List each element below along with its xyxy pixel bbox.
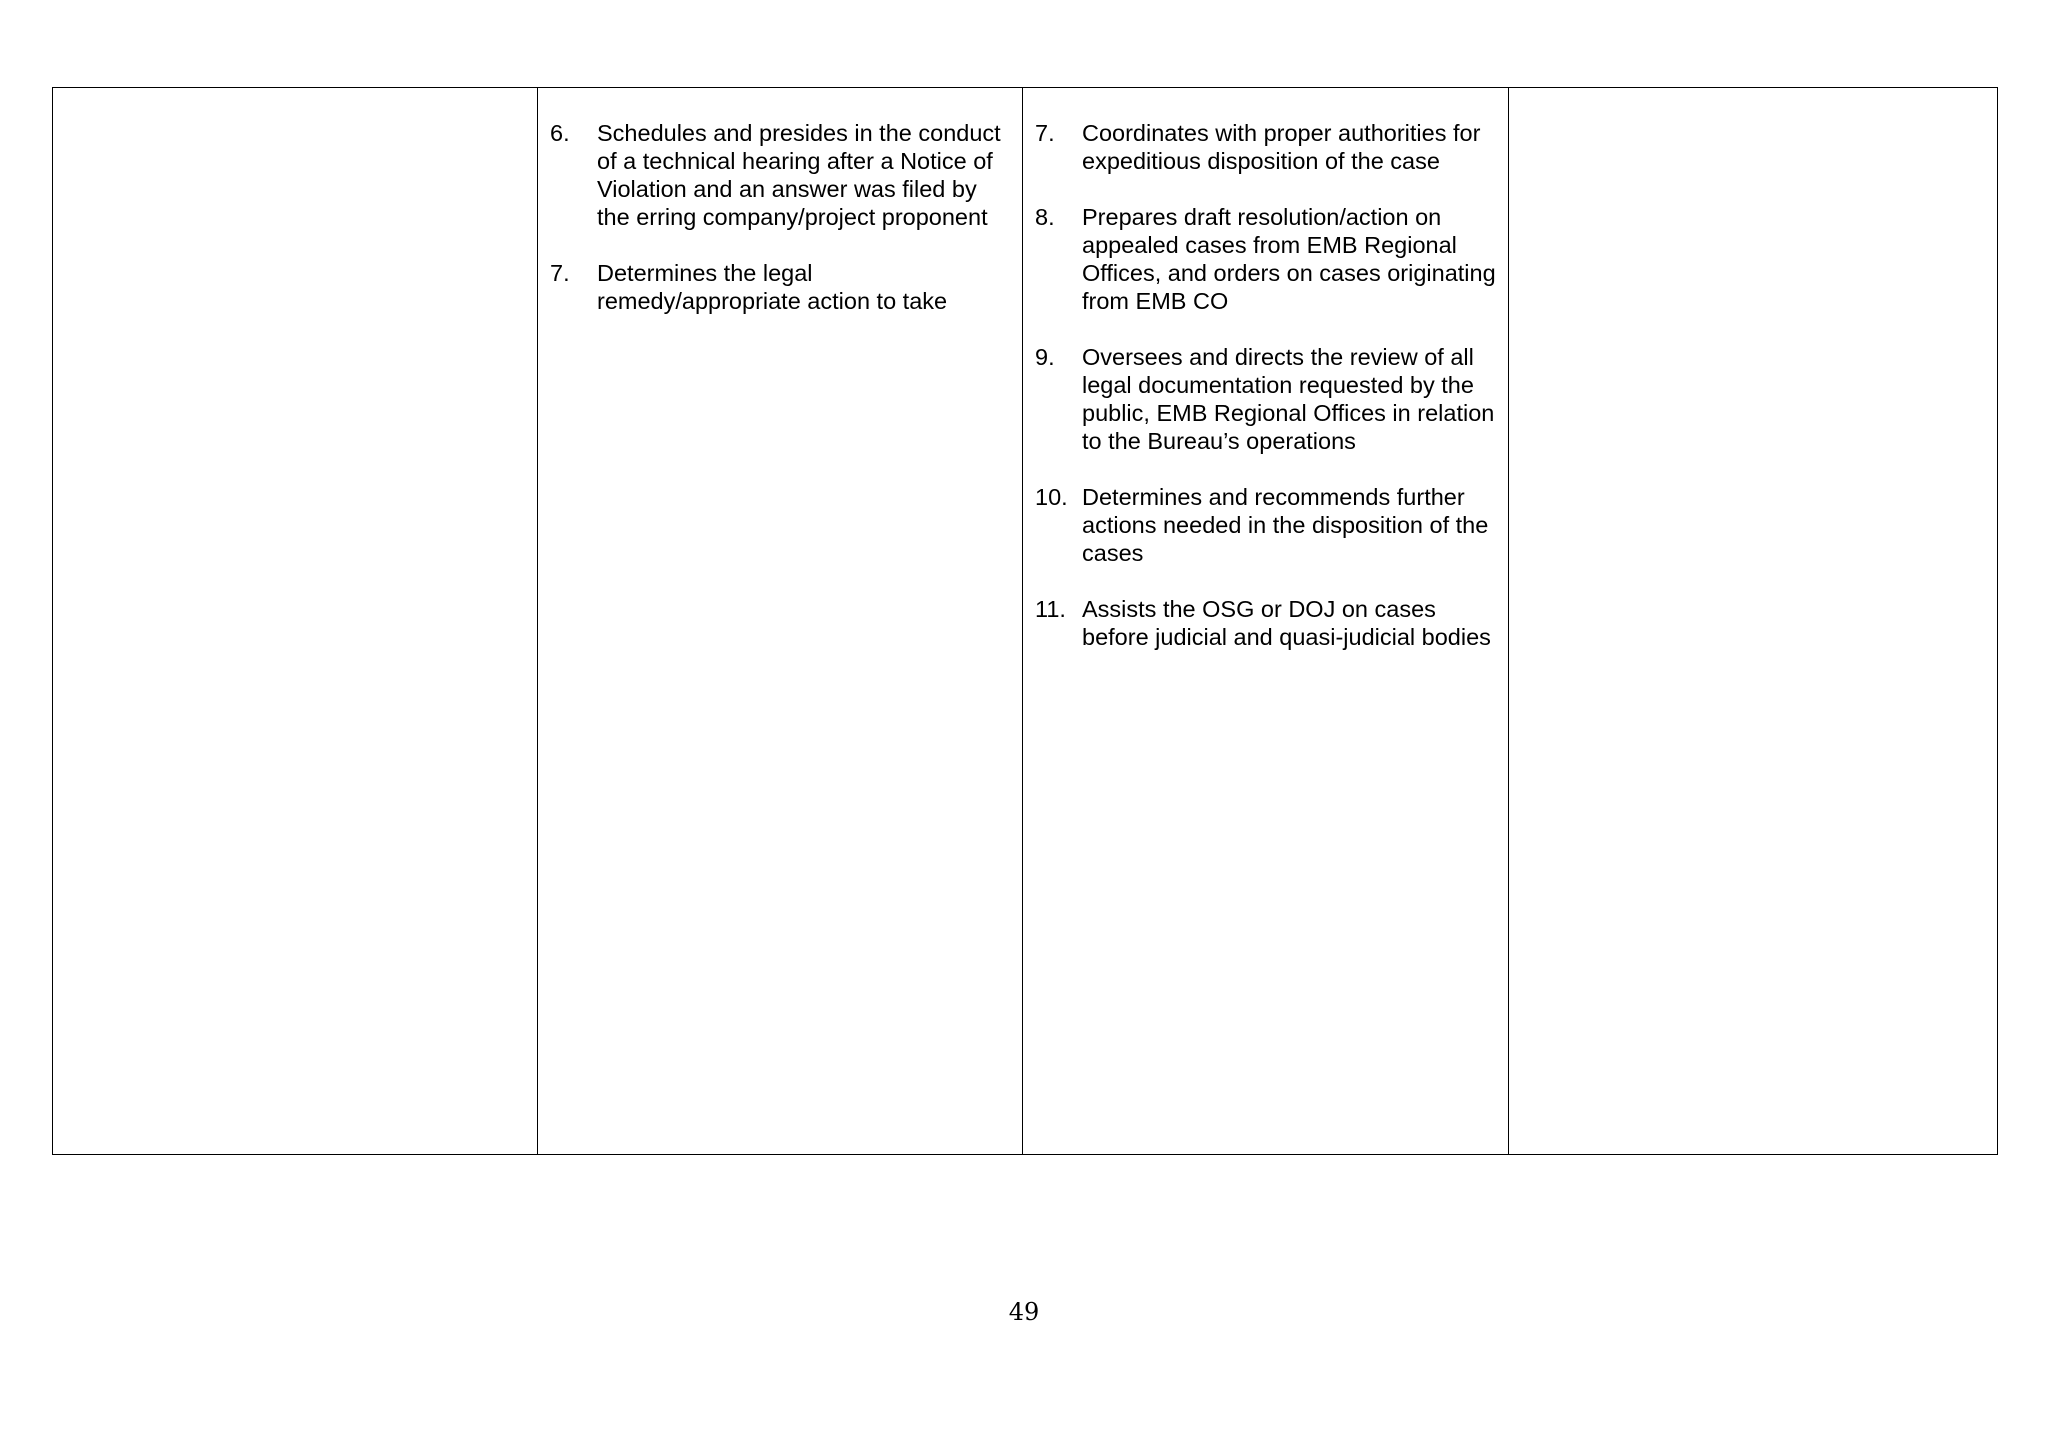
list-item: [1035, 119, 1500, 175]
list-item-number: 9.: [1035, 344, 1055, 370]
list-item-text: Coordinates with proper authorities for expeditious disposition of the case: [1082, 120, 1481, 174]
list-item-number: 10.: [1035, 484, 1068, 510]
list-item-text: Oversees and directs the review of all legal documentation requested by the public, EMB Regional Offices in relation to the Bureau’s operations: [1082, 344, 1495, 454]
list-item-number: 11.: [1035, 596, 1066, 622]
table-column-2: [538, 88, 1023, 1154]
list-item-text: Determines the legal remedy/appropriate action to take: [597, 260, 948, 314]
list-item-number: 7.: [1035, 120, 1055, 146]
list-item: [550, 119, 1014, 231]
functions-table: [52, 87, 1998, 1155]
table-column-4: [1509, 88, 1997, 1154]
list-item-number: 7.: [550, 260, 570, 286]
list-item-text: Prepares draft resolution/action on appealed cases from EMB Regional Offices, and orders on cases originating from EMB CO: [1082, 204, 1496, 314]
list-item: [1035, 483, 1500, 567]
table-column-3: [1023, 88, 1509, 1154]
list-item: [1035, 203, 1500, 315]
list-item-number: 6.: [550, 120, 570, 146]
page-number: 49: [1008, 1298, 1040, 1326]
list-item-text: Schedules and presides in the conduct of a technical hearing after a Notice of Violation and an answer was filed by the erring company/project proponent: [597, 120, 1001, 230]
duties-list-column-3: [1035, 119, 1500, 651]
list-item-number: 8.: [1035, 204, 1055, 230]
list-item: [550, 259, 1014, 315]
list-item-text: Determines and recommends further actions needed in the disposition of the cases: [1082, 484, 1489, 566]
list-item: [1035, 343, 1500, 455]
list-item-text: Assists the OSG or DOJ on cases before judicial and quasi-judicial bodies: [1082, 596, 1491, 650]
table-column-1: [53, 88, 538, 1154]
list-item: [1035, 595, 1500, 651]
duties-list-column-2: [550, 119, 1014, 315]
